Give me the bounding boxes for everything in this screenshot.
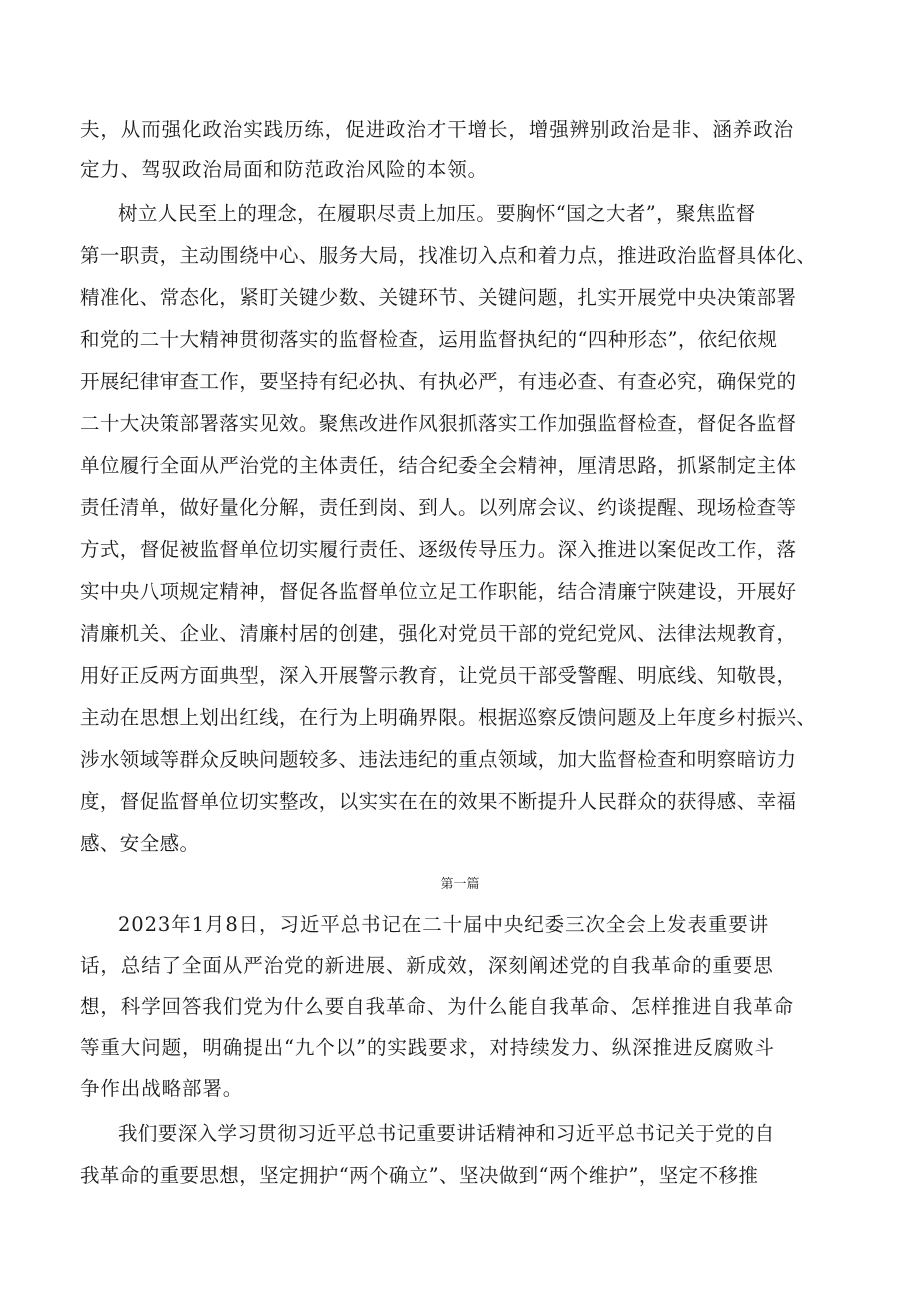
text-line: 话，总结了全面从严治党的新进展、新成效，深刻阐述党的自我革命的重要思 xyxy=(80,954,774,977)
paragraph-first-line: 2023年1月8日，习近平总书记在二十届中央纪委三次全会上发表重要讲 xyxy=(118,913,770,936)
paragraph-first-line: 树立人民至上的理念，在履职尽责上加压。要胸怀“国之大者”，聚焦监督 xyxy=(118,202,756,225)
text-line: 精准化、常态化，紧盯关键少数、关键环节、关键问题，扎实开展党中央决策部署 xyxy=(80,286,797,309)
text-line: 争作出战略部署。 xyxy=(80,1077,244,1100)
text-line: 第一职责，主动围绕中心、服务大局，找准切入点和着力点，推进政治监督具体化、 xyxy=(80,244,817,267)
text-line: 单位履行全面从严治党的主体责任，结合纪委全会精神，厘清思路，抓紧制定主体 xyxy=(80,454,797,477)
section-heading: 第一篇 xyxy=(440,877,480,892)
text-line: 感、安全感。 xyxy=(80,832,200,855)
text-line: 责任清单，做好量化分解，责任到岗、到人。以列席会议、约谈提醒、现场检查等 xyxy=(80,496,797,519)
text-line: 清廉机关、企业、清廉村居的创建，强化对党员干部的党纪党风、法律法规教育， xyxy=(80,622,797,645)
text-line: 度，督促监督单位切实整改，以实实在在的效果不断提升人民群众的获得感、幸福 xyxy=(80,790,797,813)
text-line: 我革命的重要思想，坚定拥护“两个确立”、坚决做到“两个维护”，坚定不移推 xyxy=(80,1164,759,1187)
text-line: 开展纪律审查工作，要坚持有纪必执、有执必严，有违必查、有查必究，确保党的 xyxy=(80,370,797,393)
text-line: 方式，督促被监督单位切实履行责任、逐级传导压力。深入推进以案促改工作，落 xyxy=(80,538,797,561)
text-line: 夫，从而强化政治实践历练，促进政治才干增长，增强辨别政治是非、涵养政治 xyxy=(80,118,795,141)
text-line: 主动在思想上划出红线，在行为上明确界限。根据巡察反馈问题及上年度乡村振兴、 xyxy=(80,706,817,729)
text-line: 二十大决策部署落实见效。聚焦改进作风狠抓落实工作加强监督检查，督促各监督 xyxy=(80,412,797,435)
paragraph-first-line: 我们要深入学习贯彻习近平总书记重要讲话精神和习近平总书记关于党的自 xyxy=(118,1122,775,1145)
text-line: 用好正反两方面典型，深入开展警示教育，让党员干部受警醒、明底线、知敬畏， xyxy=(80,664,797,687)
text-line: 涉水领域等群众反映问题较多、违法违纪的重点领域，加大监督检查和明察暗访力 xyxy=(80,748,797,771)
text-line: 想，科学回答我们党为什么要自我革命、为什么能自我革命、怎样推进自我革命 xyxy=(80,995,795,1018)
text-line: 定力、驾驭政治局面和防范政治风险的本领。 xyxy=(80,158,489,181)
text-line: 和党的二十大精神贯彻落实的监督检查，运用监督执纪的“四种形态”，依纪依规 xyxy=(80,328,778,351)
text-line: 等重大问题，明确提出“九个以”的实践要求，对持续发力、纵深推进反腐败斗 xyxy=(80,1036,775,1059)
text-line: 实中央八项规定精神，督促各监督单位立足工作职能，结合清廉宁陕建设，开展好 xyxy=(80,580,797,603)
